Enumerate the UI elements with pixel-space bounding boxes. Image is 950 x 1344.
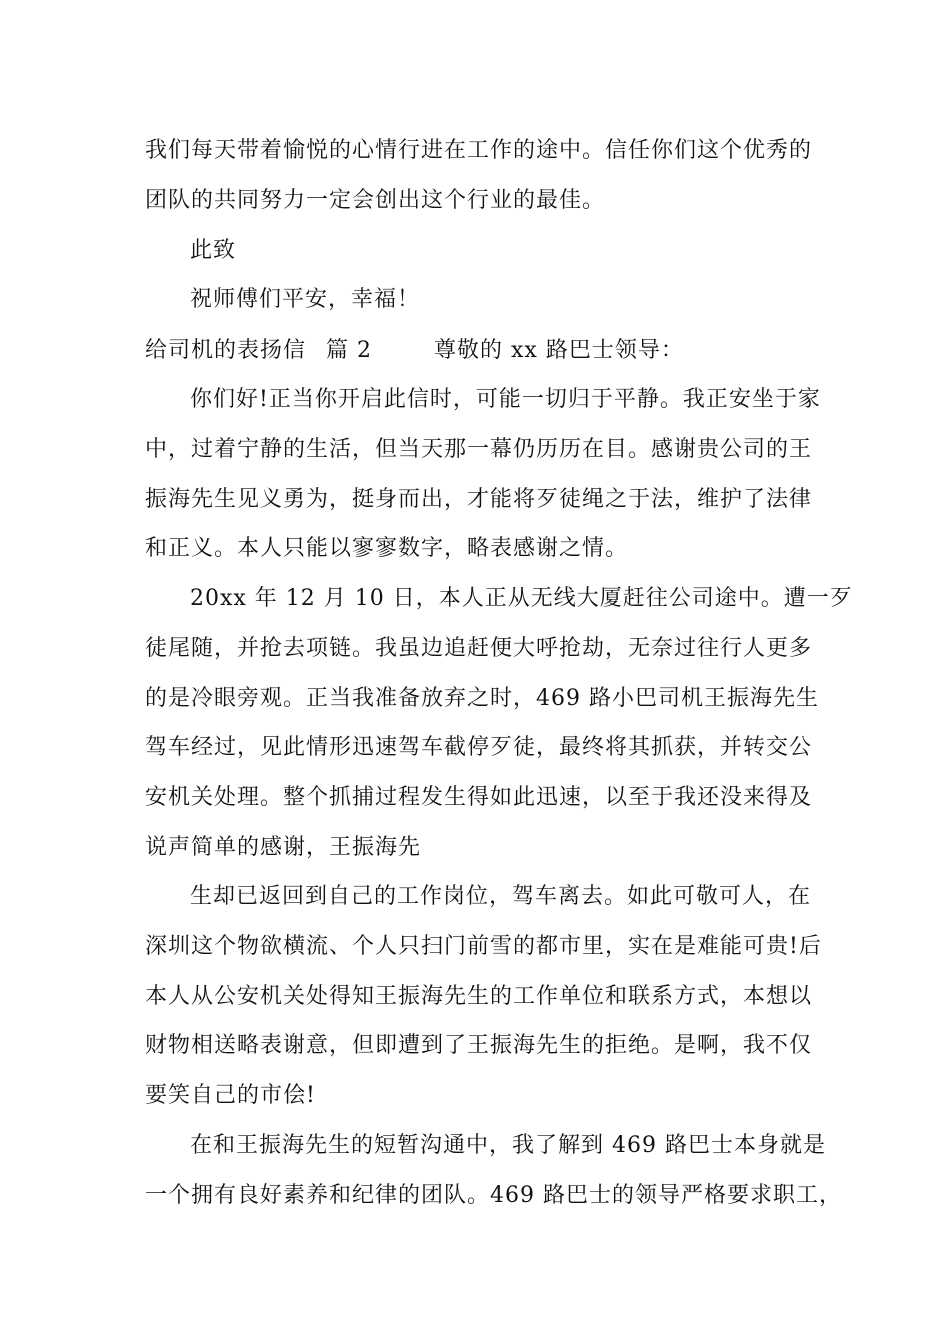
text-line: 你们好!正当你开启此信时，可能一切归于平静。我正安坐于家 bbox=[190, 387, 821, 412]
text-line: 徒尾随，并抢去项链。我虽边追赶便大呼抢劫，无奈过往行人更多 bbox=[145, 636, 813, 661]
closing-salutation: 此致 bbox=[190, 238, 237, 263]
text-line: 团队的共同努力一定会创出这个行业的最佳。 bbox=[145, 188, 606, 213]
text-line: 财物相送略表谢意，但即遭到了王振海先生的拒绝。是啊，我不仅 bbox=[145, 1033, 813, 1058]
text-line: 一个拥有良好素养和纪律的团队。469 路巴士的领导严格要求职工， bbox=[145, 1183, 842, 1208]
text-line: 说声简单的感谢，王振海先 bbox=[145, 835, 422, 860]
text-line: 在和王振海先生的短暂沟通中，我了解到 469 路巴士本身就是 bbox=[190, 1133, 826, 1158]
text-line: 的是冷眼旁观。正当我准备放弃之时，469 路小巴司机王振海先生 bbox=[145, 686, 819, 711]
section-heading bbox=[145, 336, 815, 366]
letter-salutation: 尊敬的 xx 路巴士领导： bbox=[434, 338, 684, 363]
text-line: 安机关处理。整个抓捕过程发生得如此迅速，以至于我还没来得及 bbox=[145, 785, 813, 810]
section-title: 给司机的表扬信 bbox=[145, 338, 307, 363]
text-line: 和正义。本人只能以寥寥数字，略表感谢之情。 bbox=[145, 536, 629, 561]
text-line: 深圳这个物欲横流、个人只扫门前雪的都市里，实在是难能可贵!后 bbox=[145, 934, 822, 959]
text-line: 我们每天带着愉悦的心情行进在工作的途中。信任你们这个优秀的 bbox=[145, 138, 813, 163]
text-line: 20xx 年 12 月 10 日，本人正从无线大厦赶往公司途中。遭一歹 bbox=[190, 586, 853, 611]
text-line: 振海先生见义勇为，挺身而出，才能将歹徒绳之于法，维护了法律 bbox=[145, 487, 813, 512]
closing-wish: 祝师傅们平安，幸福！ bbox=[190, 287, 421, 312]
text-line: 驾车经过，见此情形迅速驾车截停歹徒，最终将其抓获，并转交公 bbox=[145, 735, 813, 760]
text-line: 要笑自己的市侩! bbox=[145, 1083, 316, 1108]
text-line: 本人从公安机关处得知王振海先生的工作单位和联系方式，本想以 bbox=[145, 984, 813, 1009]
text-line: 中，过着宁静的生活，但当天那一幕仍历历在目。感谢贵公司的王 bbox=[145, 437, 813, 462]
text-line: 生却已返回到自己的工作岗位，驾车离去。如此可敬可人，在 bbox=[190, 884, 812, 909]
section-number: 篇 2 bbox=[326, 338, 373, 363]
